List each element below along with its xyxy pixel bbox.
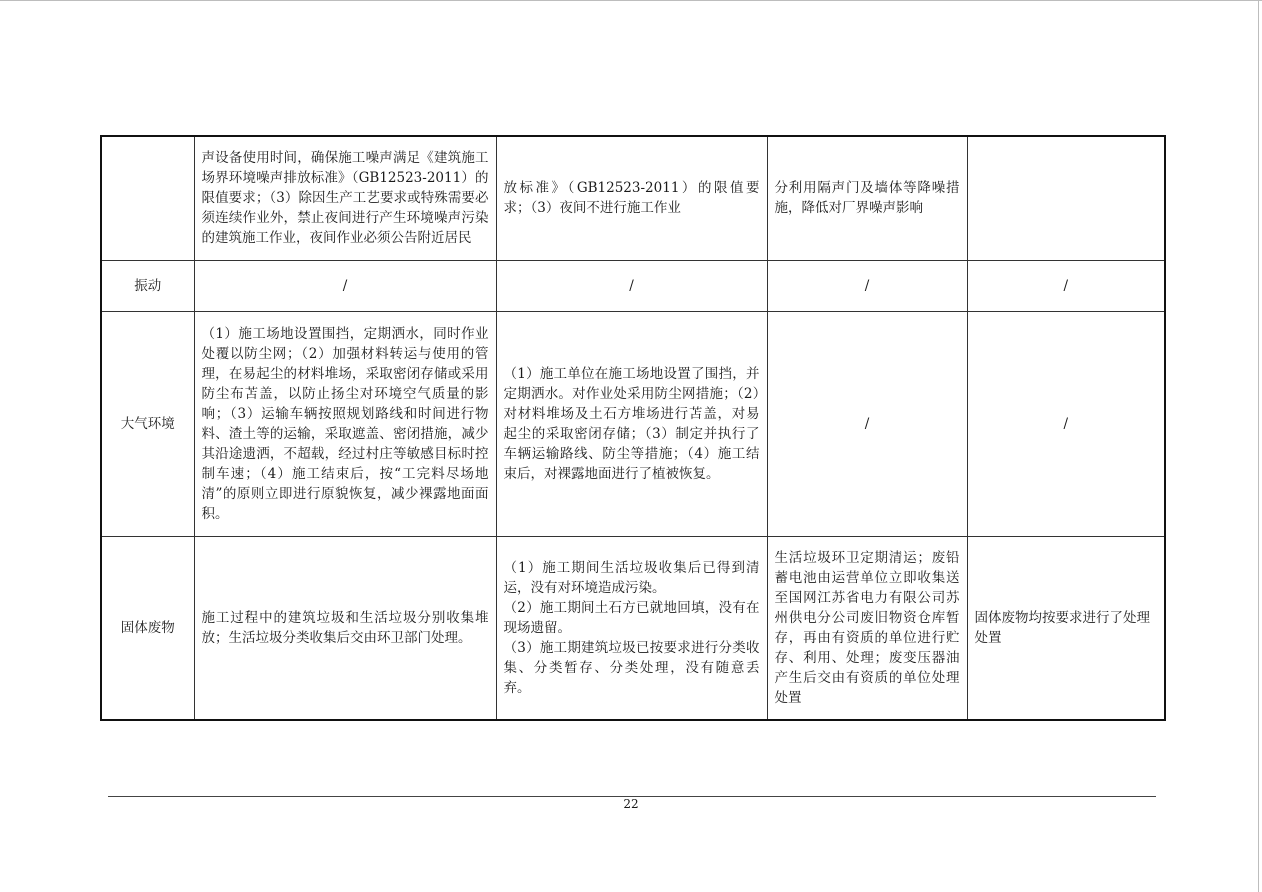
category-cell: 固体废物 xyxy=(101,536,194,720)
operation-cell xyxy=(767,136,967,260)
measures-table xyxy=(100,135,1166,721)
operation-text: 生活垃圾环卫定期清运；废铅蓄电池由运营单位立即收集送至国网江苏省电力有限公司苏州供电分公司废旧物资仓库暂存，再由有资质的单位进行贮存、利用、处理；废变压器油产生后交由有资质的单位处理处置 xyxy=(774,549,960,706)
requirement-cell: / xyxy=(194,260,496,311)
table-row-solid-waste xyxy=(101,536,1165,720)
table-row-vibration xyxy=(101,260,1165,311)
implementation-cell xyxy=(496,536,767,720)
result-cell: / xyxy=(967,311,1165,536)
requirement-text: 施工过程中的建筑垃圾和生活垃圾分别收集堆放；生活垃圾分类收集后交由环卫部门处理。 xyxy=(201,609,489,646)
implementation-cell: / xyxy=(496,260,767,311)
implementation-text: （1）施工期间生活垃圾收集后已得到清运，没有对环境造成污染。 （2）施工期间土石方已就地回填，没有在现场遗留。 （3）施工期建筑垃圾已按要求进行分类收集、分类暂存、分类处理，没有随意丢弃。 xyxy=(503,559,760,696)
table-row-noise-continued xyxy=(101,136,1165,260)
operation-cell: / xyxy=(767,260,967,311)
page-top-border xyxy=(0,0,1262,1)
page-right-border xyxy=(1258,0,1259,892)
implementation-text: 放标准》（GB12523-2011）的限值要求；（3）夜间不进行施工作业 xyxy=(503,180,760,217)
operation-text: 分利用隔声门及墙体等降噪措施，降低对厂界噪声影响 xyxy=(774,180,960,217)
operation-cell: / xyxy=(767,311,967,536)
category-cell xyxy=(101,136,194,260)
page-number: 22 xyxy=(623,797,639,811)
requirement-cell xyxy=(194,311,496,536)
implementation-cell xyxy=(496,311,767,536)
category-cell: 大气环境 xyxy=(101,311,194,536)
result-text: 固体废物均按要求进行了处理处置 xyxy=(974,609,1150,646)
requirement-cell xyxy=(194,136,496,260)
implementation-cell xyxy=(496,136,767,260)
table-row-air xyxy=(101,311,1165,536)
category-cell: 振动 xyxy=(101,260,194,311)
result-cell: / xyxy=(967,260,1165,311)
operation-cell xyxy=(767,536,967,720)
result-cell xyxy=(967,536,1165,720)
requirement-text: 声设备使用时间，确保施工噪声满足《建筑施工场界环境噪声排放标准》（GB12523-2011）的限值要求；（3）除因生产工艺要求或特殊需要必须连续作业外，禁止夜间进行产生环境噪声污染的建筑施工作业，夜间作业必须公告附近居民 xyxy=(201,150,489,247)
requirement-text: （1）施工场地设置围挡，定期洒水，同时作业处覆以防尘网；（2）加强材料转运与使用的管理，在易起尘的材料堆场，采取密闭存储或采用防尘布苫盖，以防止扬尘对环境空气质量的影响；（3）运输车辆按照规划路线和时间进行物料、渣土等的运输，采取遮盖、密闭措施，减少其沿途遗洒，不超载，经过村庄等敏感目标时控制车速；（4）施工结束后，按“工完料尽场地清”的原则立即进行原貌恢复，减少裸露地面面积。 xyxy=(201,325,489,522)
requirement-cell xyxy=(194,536,496,720)
result-cell xyxy=(967,136,1165,260)
implementation-text: （1）施工单位在施工场地设置了围挡，并定期洒水。对作业处采用防尘网措施；（2）对材料堆场及土石方堆场进行苫盖，对易起尘的采取密闭存储；（3）制定并执行了车辆运输路线、防尘等措施；（4）施工结束后，对裸露地面进行了植被恢复。 xyxy=(503,365,760,482)
